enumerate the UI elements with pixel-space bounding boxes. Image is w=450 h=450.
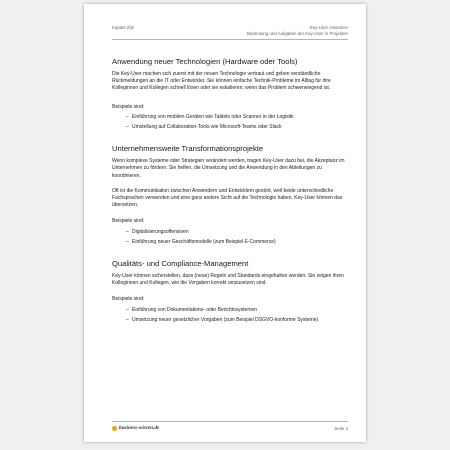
list-item: – Umsetzung neuer gesetzlicher Vorgaben (zum Beispiel DSGVO-konforme Systeme) xyxy=(126,316,319,323)
list-item: – Einführung neuer Geschäftsmodelle (zum Beispiel E-Commerce) xyxy=(126,238,276,245)
logo-dot-icon xyxy=(112,426,117,431)
logo-text: business-wissen.de xyxy=(119,425,160,431)
list-item: – Digitalisierungsoffensiven xyxy=(126,228,189,235)
examples-label: Beispiele sind: xyxy=(112,218,145,225)
footer-divider xyxy=(112,421,348,422)
running-header-title: Key-User einsetzen xyxy=(309,25,348,30)
page-number: Seite 4 xyxy=(334,426,348,431)
header-divider xyxy=(112,39,348,40)
section-technologies xyxy=(112,57,350,131)
list-item: – Einführung von mobilen Geräten wie Tablets oder Scanner in der Logistik xyxy=(126,113,294,120)
examples-list xyxy=(112,229,350,246)
section-heading: Qualitäts- und Compliance-Management xyxy=(112,259,249,269)
examples-list xyxy=(112,307,350,324)
paragraph: Key-User können sicherstellen, dass (neue) Regeln und Standards eingehalten werden. Sie zeigen ihren Kolleginnen und Kollegen, wie die Vorgaben korrekt umzusetzen sind. xyxy=(112,273,344,287)
examples-label: Beispiele sind: xyxy=(112,103,145,110)
chapter-label: Kapitel 2§5 xyxy=(112,25,134,30)
section-heading: Unternehmensweite Transformationsprojekte xyxy=(112,144,264,154)
paragraph: Die Key-User machen sich zuerst mit der neuen Technologie vertraut und geben verständliche Rückmeldungen an die IT oder Entwickler. Sie können einfache Technik-Probleme im Alltag für ihre Kolleginnen und Kollegen schnell lösen oder sie eskalieren, wenn das Problem schwerwiegend ist. xyxy=(112,71,331,92)
examples-label: Beispiele sind: xyxy=(112,296,145,303)
page-content xyxy=(112,57,350,324)
section-heading: Anwendung neuer Technologien (Hardware oder Tools) xyxy=(112,57,298,66)
section-compliance xyxy=(112,259,350,324)
paragraph: Oft ist die Kommunikation zwischen Anwendern und Entwicklern gestört, weil beide unterschiedliche Fachsprachen verwenden und eine ganz andere Sicht auf die Technologie haben. Key-User können das übersetzen. xyxy=(112,187,343,209)
document-page xyxy=(84,4,366,442)
footer-logo xyxy=(112,425,159,431)
running-header xyxy=(247,25,348,37)
section-transformation xyxy=(112,144,350,246)
examples-list xyxy=(112,114,350,131)
running-header-subtitle: Bedeutung und Aufgaben der Key-User in Projekten xyxy=(246,31,348,36)
paragraph: Wenn komplexe Systeme oder Strategien verändert werden, tragen Key-User dazu bei, die Akzeptanz im Unternehmen zu fördern. Sie helfen, die Umsetzung und die Anwendung in den Abteilungen zu koordinieren. xyxy=(112,158,345,179)
list-item: – Einführung von Dokumentations- oder Berichtssystemen xyxy=(126,306,258,313)
list-item: – Umstellung auf Collaboration-Tools wie Microsoft-Teams oder Slack xyxy=(126,124,282,131)
